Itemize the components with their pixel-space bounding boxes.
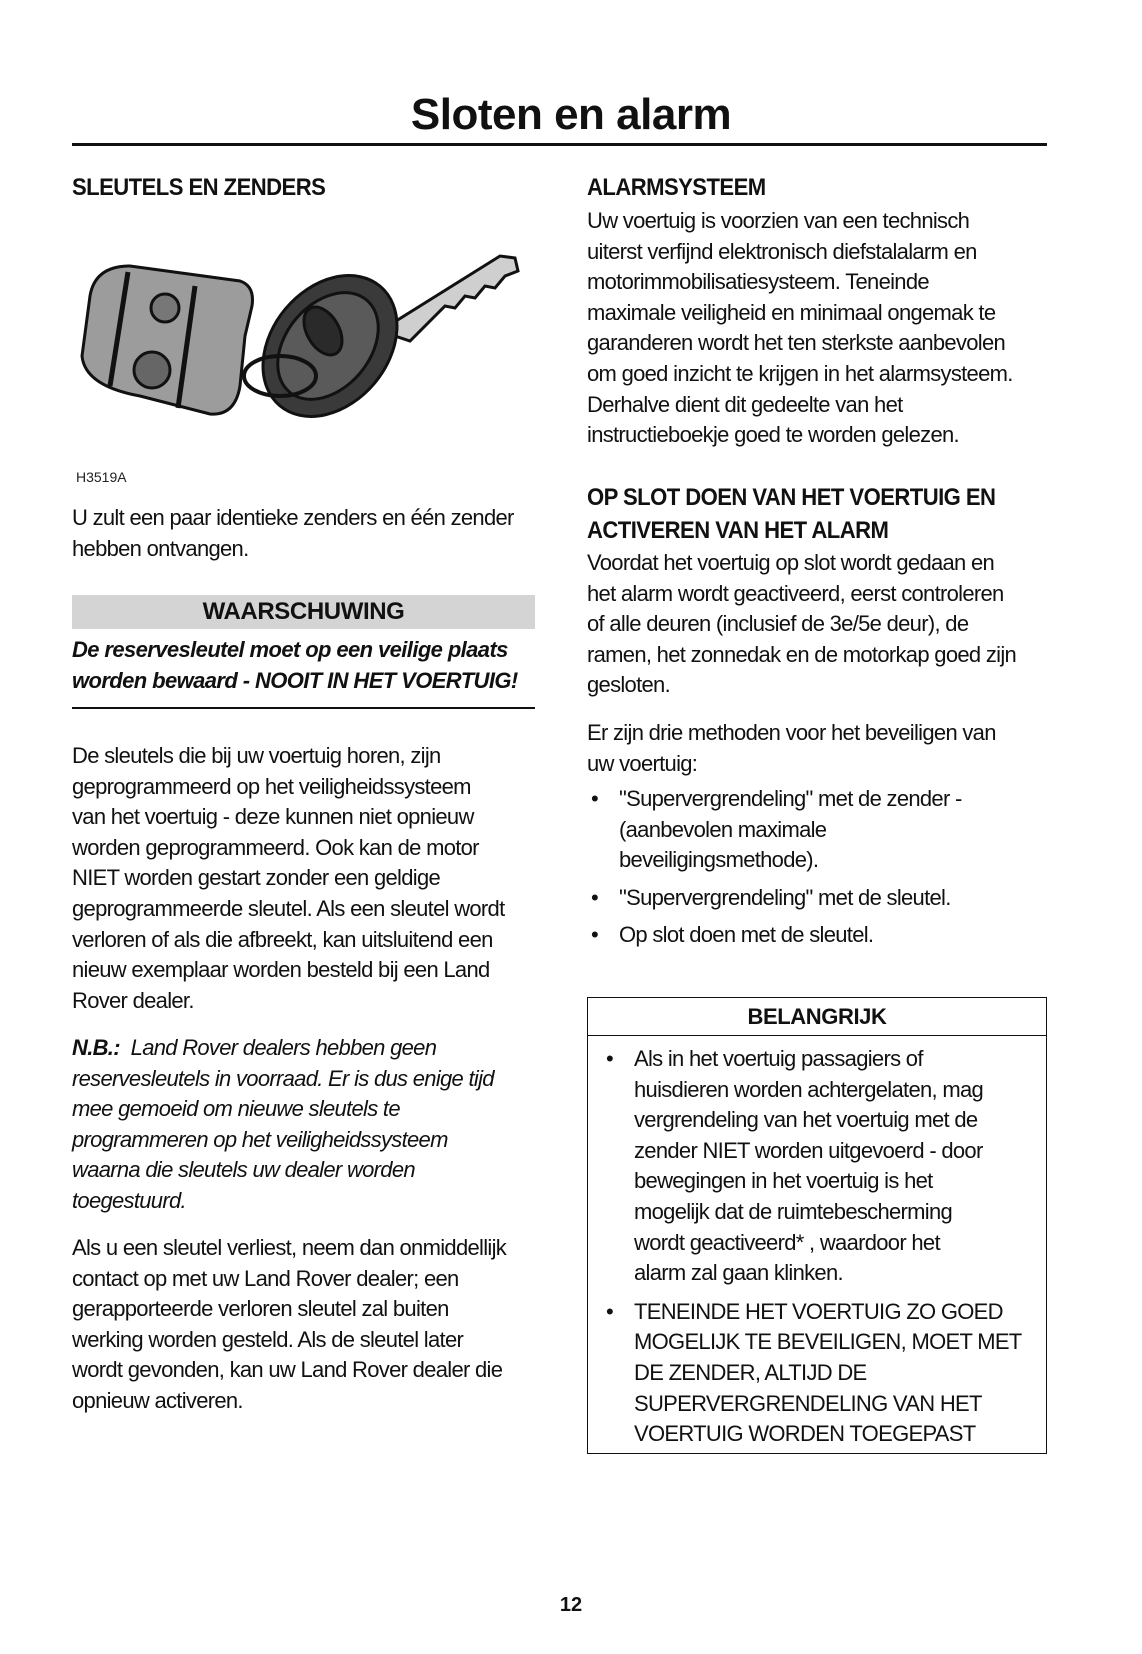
text-line: Voordat het voertuig op slot wordt gedaan en xyxy=(587,550,995,575)
text-line: nieuw exemplaar worden besteld bij een Land xyxy=(72,957,490,983)
note-line: waarna die sleutels uw dealer worden xyxy=(72,1157,415,1183)
important-title: BELANGRIJK xyxy=(588,998,1046,1036)
heading-line: OP SLOT DOEN VAN HET VOERTUIG EN xyxy=(587,484,996,511)
methods-list xyxy=(587,784,962,951)
method-item: • "Supervergrendeling" met de sleutel. xyxy=(587,883,962,914)
heading-line: ACTIVEREN VAN HET ALARM xyxy=(587,517,889,544)
text-line: Op slot doen met de sleutel. xyxy=(619,922,874,948)
text-line: TENEINDE HET VOERTUIG ZO GOED xyxy=(634,1298,1003,1324)
note-line: Land Rover dealers hebben geen xyxy=(130,1035,437,1060)
text-line: "Supervergrendeling" met de zender - xyxy=(619,786,962,811)
text-line: maximale veiligheid en minimaal ongemak te xyxy=(587,299,996,325)
text-line: of alle deuren (inclusief de 3e/5e deur), de xyxy=(587,611,969,637)
text-line: Als u een sleutel verliest, neem dan onmiddellijk xyxy=(72,1235,507,1260)
note-line: mee gemoeid om nieuwe sleutels te xyxy=(72,1096,400,1122)
section-heading-locking xyxy=(587,481,995,547)
text-line: "Supervergrendeling" met de sleutel. xyxy=(619,884,951,910)
figure-label: H3519A xyxy=(76,469,127,485)
text-line: SUPERVERGRENDELING VAN HET xyxy=(634,1390,982,1416)
text-line: wordt gevonden, kan uw Land Rover dealer die xyxy=(72,1357,503,1383)
text-line: Er zijn drie methoden voor het beveiligen van xyxy=(587,720,996,745)
text-line: hebben ontvangen. xyxy=(72,535,249,561)
text-line: (aanbevolen maximale xyxy=(619,816,827,842)
text-line: motorimmobilisatiesysteem. Teneinde xyxy=(587,269,929,295)
title-divider xyxy=(72,143,1047,146)
warning-divider xyxy=(72,707,535,709)
text-line: gerapporteerde verloren sleutel zal buiten xyxy=(72,1296,449,1322)
text-line: van het voertuig - deze kunnen niet opnieuw xyxy=(72,804,474,830)
warning-title: WAARSCHUWING xyxy=(72,595,535,629)
text-line: Rover dealer. xyxy=(72,987,194,1013)
text-line: bewegingen in het voertuig is het xyxy=(634,1168,933,1194)
text-line: gesloten. xyxy=(587,672,670,698)
text-line: uw voertuig: xyxy=(587,750,698,776)
text-line: U zult een paar identieke zenders en één zender xyxy=(72,505,514,530)
methods-paragraph xyxy=(587,718,996,779)
lost-key-paragraph xyxy=(72,1233,506,1417)
text-line: De reservesleutel moet op een veilige plaats xyxy=(72,637,508,662)
keys-paragraph xyxy=(72,741,505,1016)
text-line: Uw voertuig is voorzien van een technisch xyxy=(587,208,970,233)
text-line: worden bewaard - NOOIT IN HET VOERTUIG! xyxy=(72,667,518,693)
text-line: verloren of als die afbreekt, kan uitsluitend een xyxy=(72,926,493,952)
text-line: het alarm wordt geactiveerd, eerst controleren xyxy=(587,580,1004,606)
text-line: Derhalve dient dit gedeelte van het xyxy=(587,391,903,417)
text-line: instructieboekje goed te worden gelezen. xyxy=(587,422,959,448)
text-line: mogelijk dat de ruimtebescherming xyxy=(634,1198,953,1224)
text-line: zender NIET worden uitgevoerd - door xyxy=(634,1137,983,1163)
text-line: alarm zal gaan klinken. xyxy=(634,1260,843,1286)
important-list xyxy=(588,1036,1046,1450)
text-line: DE ZENDER, ALTIJD DE xyxy=(634,1359,867,1385)
text-line: wordt geactiveerd* , waardoor het xyxy=(634,1229,940,1255)
text-line: VOERTUIG WORDEN TOEGEPAST xyxy=(634,1421,976,1447)
key-and-remote-illustration xyxy=(80,236,540,426)
important-box xyxy=(587,997,1047,1454)
text-line: NIET worden gestart zonder een geldige xyxy=(72,865,441,891)
method-item: • "Supervergrendeling" met de zender - (aanbevolen maximale beveiligingsmethode). xyxy=(587,784,962,876)
text-line: opnieuw activeren. xyxy=(72,1387,243,1413)
text-line: Als in het voertuig passagiers of xyxy=(634,1046,923,1071)
text-line: ramen, het zonnedak en de motorkap goed zijn xyxy=(587,641,1017,667)
locking-paragraph xyxy=(587,548,1016,701)
text-line: uiterst verfijnd elektronisch diefstalalarm en xyxy=(587,238,977,264)
note-line: programmeren op het veiligheidssysteem xyxy=(72,1126,448,1152)
text-line: geprogrammeerde sleutel. Als een sleutel wordt xyxy=(72,895,505,921)
text-line: beveiligingsmethode). xyxy=(619,847,819,873)
text-line: De sleutels die bij uw voertuig horen, zijn xyxy=(72,743,441,768)
alarm-paragraph xyxy=(587,206,1013,451)
note-label: N.B.: xyxy=(72,1035,120,1060)
page-number: 12 xyxy=(559,1594,583,1616)
text-line: garanderen wordt het ten sterkste aanbevolen xyxy=(587,330,1006,356)
warning-text xyxy=(72,635,518,696)
intro-paragraph xyxy=(72,503,514,564)
page-title: Sloten en alarm xyxy=(410,90,732,139)
method-item: • Op slot doen met de sleutel. xyxy=(587,920,962,951)
text-line: geprogrammeerd op het veiligheidssysteem xyxy=(72,773,471,799)
important-item: • Als in het voertuig passagiers of huisdieren worden achtergelaten, mag vergrendeling van het voertuig met de zender NIET worden uitgevoerd - door bewegingen in het voertuig is het mogelijk dat de ruimtebescherming wordt geactiveerd* , waardoor het alarm zal gaan klinken. xyxy=(602,1044,1046,1289)
text-line: worden geprogrammeerd. Ook kan de motor xyxy=(72,834,479,860)
note-line: reservesleutels in voorraad. Er is dus enige tijd xyxy=(72,1065,494,1091)
text-line: huisdieren worden achtergelaten, mag xyxy=(634,1076,984,1102)
note-line: toegestuurd. xyxy=(72,1187,186,1213)
text-line: MOGELIJK TE BEVEILIGEN, MOET MET xyxy=(634,1329,1022,1355)
important-item: • TENEINDE HET VOERTUIG ZO GOED MOGELIJK TE BEVEILIGEN, MOET MET DE ZENDER, ALTIJD DE SUPERVERGRENDELING VAN HET VOERTUIG WORDEN TOEGEPAST xyxy=(602,1297,1046,1450)
text-line: om goed inzicht te krijgen in het alarmsysteem. xyxy=(587,360,1013,386)
section-heading-alarm: ALARMSYSTEEM xyxy=(587,174,766,201)
text-line: contact op met uw Land Rover dealer; een xyxy=(72,1265,459,1291)
section-heading-keys: SLEUTELS EN ZENDERS xyxy=(72,174,326,201)
text-line: vergrendeling van het voertuig met de xyxy=(634,1107,978,1133)
note-paragraph xyxy=(72,1033,494,1217)
text-line: werking worden gesteld. Als de sleutel later xyxy=(72,1326,464,1352)
